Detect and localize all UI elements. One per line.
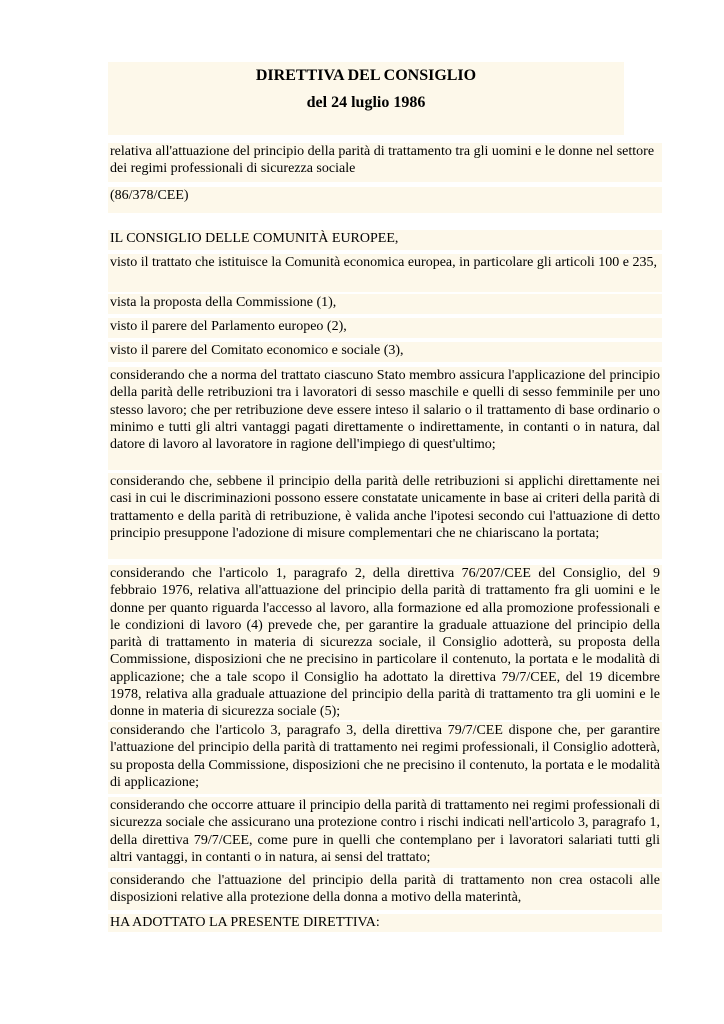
recital-considerando-5: considerando che occorre attuare il principio della parità di trattamento nei regimi professionali di sicurezza sociale che assicurano una protezione contro i rischi indicati nell'articolo 3, paragrafo 1, della direttiva 79/7/CEE, come pure in quelli che contemplano per i lavoratori salariati tutti gli altri vantaggi, in contanti o in natura, ai sensi del trattato; (108, 797, 662, 868)
reference-number: (86/378/CEE) (108, 187, 662, 213)
recital-considerando-6: considerando che l'attuazione del principio della parità di trattamento non crea ostacoli alle disposizioni relative alla protezione della donna a motivo della materintà, (108, 872, 662, 910)
adoption-statement: HA ADOTTATO LA PRESENTE DIRETTIVA: (108, 914, 662, 932)
document-title: DIRETTIVA DEL CONSIGLIO (255, 67, 477, 84)
recital-vista-proposta: vista la proposta della Commissione (1), (108, 294, 662, 314)
recital-considerando-1: considerando che a norma del trattato ciascuno Stato membro assicura l'applicazione del principio della parità delle retribuzioni tra i lavoratori di sesso maschile e quelli di sesso femminile per uno stesso lavoro; che per retribuzione deve essere inteso il salario o il trattamento di base ordinario o minimo e tutti gli altri vantaggi pagati direttamente o indirettamente, in contanti o in natura, dal datore di lavoro al lavoratore in ragione dell'impiego di quest'ultimo; (108, 367, 662, 470)
recital-visto-comitato: visto il parere del Comitato economico e sociale (3), (108, 342, 662, 362)
recital-considerando-3: considerando che l'articolo 1, paragrafo 2, della direttiva 76/207/CEE del Consiglio, del 9 febbraio 1976, relativa all'attuazione del principio della parità di trattamento fra gli uomini e le donne per quanto riguarda l'accesso al lavoro, alla formazione ed alla promozione professionali e le condizioni di lavoro (4) prevede che, per garantire la graduale attuazione del principio della parità di trattamento in materia di sicurezza sociale, il Consiglio adotterà, su proposta della Commissione, disposizioni che ne precisino in particolare il contenuto, la portata e le modalità di applicazione; che a tale scopo il Consiglio ha adottato la direttiva 79/7/CEE, del 19 dicembre 1978, relativa alla graduale attuazione del principio della parità di trattamento tra gli uomini e le donne in materia di sicurezza sociale (5); (110, 566, 660, 720)
document-header (108, 62, 624, 135)
recital-considerando-4: considerando che l'articolo 3, paragrafo 3, della direttiva 79/7/CEE dispone che, per garantire l'attuazione del principio della parità di trattamento nei regimi professionali, il Consiglio adotterà, su proposta della Commissione, disposizioni che ne precisino il contenuto, la portata e le modalità di applicazione; (108, 722, 662, 794)
recital-visto-parlamento: visto il parere del Parlamento europeo (2), (108, 318, 662, 338)
subject-paragraph: relativa all'attuazione del principio della parità di trattamento tra gli uomini e le donne nel settore dei regimi professionali di sicurezza sociale (108, 143, 662, 182)
recital-visto-trattato: visto il trattato che istituisce la Comunità economica europea, in particolare gli articoli 100 e 235, (108, 254, 662, 292)
recital-considerando-2: considerando che, sebbene il principio della parità delle retribuzioni si applichi direttamente nei casi in cui le discriminazioni possono essere constatate unicamente in base ai criteri della parità di trattamento e della parità di retribuzione, è valida anche l'ipotesi secondo cui l'attuazione di detto principio presuppone l'adozione di misure complementari che ne chiariscano la portata; (108, 473, 662, 559)
document-date: del 24 luglio 1986 (306, 94, 426, 111)
council-heading: IL CONSIGLIO DELLE COMUNITÀ EUROPEE, (108, 230, 662, 250)
